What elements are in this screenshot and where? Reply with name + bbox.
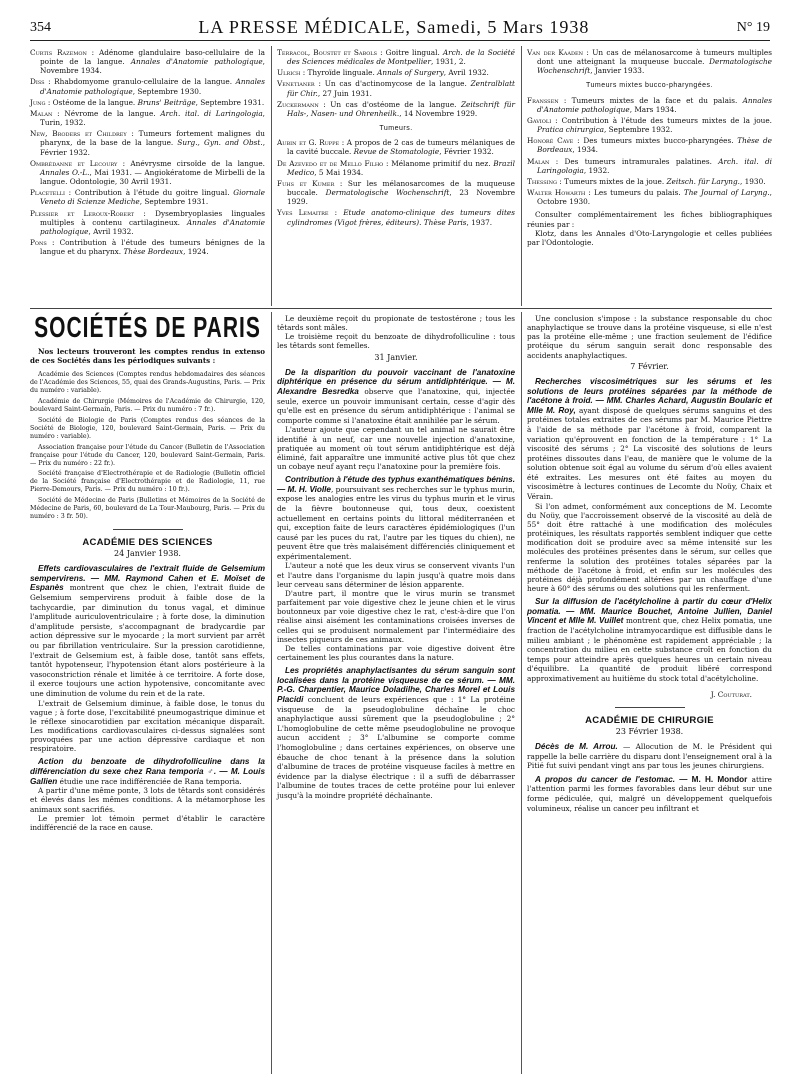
societe-entry: Société de Biologie de Paris (Comptes rendus des séances de la Société de Biologie, 120, boulevard Saint-Germain, Paris. — Prix du numéro : variable). xyxy=(30,417,265,440)
journal-title: LA PRESSE MÉDICALE, Samedi, 5 Mars 1938 xyxy=(198,17,590,37)
article-title: Contribution à l'étude des typhus exanthématiques bénins. — M. H. Violle, poursuivant ses recherches sur le typhus murin, expose les analogies entre les virus du typhus murin et le virus de la fièvre boutonneuse qui, tous deux, coexistent actuellement en certains points du littoral méditerranéen et qui, exception faite de leurs caractères épidémiologiques (l'un causé par les puces du rat, l'autre par les tiques du chien), ne peuvent être que très malaisément différenciés cliniquement et expérimentalement. xyxy=(277,475,515,561)
reference-author: Yves Lemaitre : xyxy=(277,208,338,218)
section-rule xyxy=(30,308,772,309)
article-text: L'auteur a noté que les deux virus se conservent vivants l'un et l'autre dans l'organisme du lapin jusqu'à quatre mois dans leur cerveau sans déterminer de lésion apparente. xyxy=(277,561,515,589)
klotz-note: Klotz, dans les Annales d'Oto-Laryngologie et celles publiées par l'Odontologie. xyxy=(527,228,772,247)
session-date: 24 Janvier 1938. xyxy=(114,549,181,559)
reference-entry: Ombrédanne et Lecoury : Anévrysme cirsoïde de la langue. Annales O.-L., Mai 1931. — Angiokératome de Mirbelli de la langue. Odontologie, 30 Avril 1931. xyxy=(30,158,266,187)
societes-intro: Nos lecteurs trouveront les comptes rendus in extenso de ces Sociétés dans les périodiques suivants : xyxy=(30,347,265,366)
reference-author: Malan : xyxy=(527,156,559,166)
column-rule xyxy=(271,312,272,1074)
reference-author: Gavioli : xyxy=(527,115,558,125)
academie-sciences-heading: ACADÉMIE DES SCIENCES xyxy=(82,536,213,548)
reference-entry: Ulrich : Thyroïde linguale. Annals of Surgery, Avril 1932. xyxy=(277,68,489,78)
page-header xyxy=(30,14,770,41)
section-heading-tumeurs: Tumeurs. xyxy=(379,125,413,133)
reference-author: Walter Howarth : xyxy=(527,188,591,198)
reference-entry: Venetianer : Un cas d'actinomycose de la langue. Zentralblatt für Chir., 27 Juin 1931. xyxy=(277,79,515,98)
societes-column xyxy=(30,312,265,832)
reference-author: Malan : xyxy=(30,108,60,118)
column-rule xyxy=(271,46,272,306)
reference-author: Ulrich : xyxy=(277,68,306,78)
article-title: Décès de M. Arrou. — Allocution de M. le Président qui rappelle la belle carrière du disparu dont l'enseignement oral à la Pitié fut suivi pendant vingt ans par tous les jeunes chirurgiens. xyxy=(527,742,772,771)
reference-author: Diss : xyxy=(30,77,51,87)
reference-author: Honoré Cave : xyxy=(527,136,580,146)
article-text: Le deuxième reçoit du propionate de testostérone ; tous les têtards sont mâles. xyxy=(277,314,515,333)
article-title: Action du benzoate de dihydrofolliculine dans la différenciation du sexe chez Rana temporia ♂. — M. Louis Gallien étudie une race indifférenciée de Rana temporia. xyxy=(30,757,265,786)
signature: J. Couturat. xyxy=(710,689,752,699)
bibliography-col3 xyxy=(527,48,772,247)
reference-author: Van der Kaaden : xyxy=(527,48,589,57)
reference-entry: Pons : Contribution à l'étude des tumeurs bénignes de la langue et du pharynx. Thèse Bordeaux, 1924. xyxy=(30,237,265,257)
consult-note: Consulter complémentairement les fiches bibliographiques réunies par : xyxy=(527,210,772,229)
reference-entry: Walter Howarth : Les tumeurs du palais. The Journal of Laryng., Octobre 1930. xyxy=(527,188,772,207)
reference-entry: Curtis Razemon : Adénome glandulaire baso-cellulaire de la pointe de la langue. Annales d'Anatomie pathologique, Novembre 1934. xyxy=(30,48,265,76)
article-title: Sur la diffusion de l'acétylcholine à partir du cœur d'Helix pomatia. — MM. Maurice Bouchet, Antoine Jullien, Daniel Vincent et Mlle M. Vuillet montrent que, chez Helix pomatia, une fraction de l'acétylcholine intramyocardique est diffusible dans le milieu ambiant ; le phénomène est rapidement appréciable ; la concentration du milieu en cette substance croît en fonction du temps pour atteindre après quelques heures un certain niveau d'équilibre. La quantité de produit libéré correspond approximativement au huitième du stock total d'acétylcholine. xyxy=(527,597,772,683)
page-number: 354 xyxy=(30,20,51,35)
article-text: Si l'on admet, conformément aux conceptions de M. Lecomte du Noüy, que l'accroissement observé de la viscosité au delà de 55° doit être rattaché à une modification des molécules protéiniques, les résultats rapportés semblent indiquer que cette modification doit se produire avec sa même intensité sur les molécules des protéines présentes dans le sérum, sur celles que renferme la solution des protéines totales séparées par la méthode de l'acétone à froid, et enfin sur les molécules des protéines déjà profondément altérées par un chauffage d'une heure à 60° des sérums ou des solutions qui les renferment. xyxy=(527,501,772,594)
academie-chirurgie-heading: ACADÉMIE DE CHIRURGIE xyxy=(585,714,714,726)
section-heading-mixtes: Tumeurs mixtes bucco-pharyngées. xyxy=(585,82,713,90)
article-title: De la disparition du pouvoir vaccinant de l'anatoxine diphtérique en présence du sérum antidiphtérique. — M. Alexandre Besredka observe que l'anatoxine, qui, injectée seule, exerce un pouvoir immunisant certain, cesse d'agir dès qu'elle est en présence du sérum antidiphtérique : l'animal se comporte comme si l'anatoxine était annihilée par le sérum. xyxy=(277,367,515,425)
reference-entry: Plessier et Leroux-Robert : Dysembryoplasies linguales multiples à contenu cartilagineux. Annales d'Anatomie pathologique, Avril 1932. xyxy=(30,208,265,236)
reference-author: Franssen : xyxy=(527,95,567,105)
reference-entry: Honoré Cave : Des tumeurs mixtes bucco-pharyngées. Thèse de Bordeaux, 1934. xyxy=(527,136,773,155)
reference-entry: Diss : Rhabdomyome granulo-cellulaire de la langue. Annales d'Anatomie pathologique, Septembre 1930. xyxy=(30,77,265,96)
reference-author: Plessier et Leroux-Robert : xyxy=(30,208,146,218)
reference-entry: Malan : Névrome de la langue. Arch. ital. di Laringologia, Turin, 1932. xyxy=(30,108,265,128)
reference-entry: Terracol, Boustet et Sabols : Goitre lingual. Arch. de la Société des Sciences médicales de Montpellier, 1931, 2. xyxy=(277,48,515,67)
reference-entry: Malan : Des tumeurs intramurales palatines. Arch. ital. di Laringologia, 1932. xyxy=(527,156,772,175)
reference-entry: Jung : Ostéome de la langue. Bruns' Beiträge, Septembre 1931. xyxy=(30,97,265,107)
societe-entry: Association française pour l'étude du Cancer (Bulletin de l'Association française pour l'étude du Cancer, 120, boulevard Saint-Germain, Paris. — Prix du numéro : 22 fr.). xyxy=(30,443,265,467)
reference-entry: Aubin et G. Ruppe : A propos de 2 cas de tumeurs mélaniques de la cavité buccale. Revue de Stomatologie, Février 1932. xyxy=(277,138,515,157)
article-title: A propos du cancer de l'estomac. — M. H. Mondor attire l'attention parmi les formes favorables dans leur début sur une forme pédiculée, qui, malgré un développement quelquefois volumineux, réalise un cancer peu infiltrant et xyxy=(527,774,772,813)
reference-entry: Thessing : Tumeurs mixtes de la joue. Zeitsch. für Laryng., 1930. xyxy=(527,176,766,186)
issue-number: N° 19 xyxy=(736,20,770,35)
article-text: L'extrait de Gelsemium diminue, à faible dose, le tonus du vague ; à forte dose, l'excitabilité pneumogastrique diminue et le réflexe sinocarotidien par excitation mécanique disparaît. Les modifications cardiovasculaires ci-dessus signalées sont provoquées par une action dépressive cardiaque et non respiratoire. xyxy=(30,698,265,754)
reference-author: Thessing : xyxy=(527,176,562,186)
reference-entry: Yves Lemaitre : Etude anatomo-clinique des tumeurs dites cylindromes (Vigot frères, éditeurs). Thèse Paris, 1937. xyxy=(277,208,515,227)
reference-author: Ombrédanne et Lecoury : xyxy=(30,158,126,168)
article-text: De telles contaminations par voie digestive doivent être certainement les plus courantes dans la nature. xyxy=(277,643,515,663)
article-text: L'auteur ajoute que cependant un tel animal ne saurait être identifié à un neuf, car une nouvelle injection d'anatoxine, pratiquée au moment où tout sérum antidiphtérique est déjà éliminé, fait apparaître une immunité active plus tôt que chez un cobaye neuf ayant reçu l'anatoxine pour la première fois. xyxy=(277,425,515,471)
reference-entry: Gavioli : Contribution à l'étude des tumeurs mixtes de la joue. Pratica chirurgica, Septembre 1932. xyxy=(527,115,772,135)
reference-entry: Franssen : Tumeurs mixtes de la face et du palais. Annales d'Anatomie pathologique, Mars 1934. xyxy=(527,95,772,114)
session-date: 31 Janvier. xyxy=(374,352,418,362)
reference-entry: New, Broders et Childrey : Tumeurs fortement malignes du pharynx, de la base de la langue. Surg., Gyn. and Obst., Février 1932. xyxy=(30,129,266,157)
article-text: Le troisième reçoit du benzoate de dihydrofolliculine : tous les têtards sont femelles. xyxy=(277,332,515,351)
reference-author: New, Broders et Childrey : xyxy=(30,129,134,139)
article-text: Une conclusion s'impose : la substance responsable du choc anaphylactique se trouve dans la protéine visqueuse, si elle n'est pas la protéine elle-même ; une fraction seulement de l'édifice protéique du sérum sanguin serait donc responsable des accidents anaphylactiques. xyxy=(527,314,772,360)
reference-author: De Azevedo et de Mello Filho : xyxy=(277,158,389,168)
divider xyxy=(113,529,183,530)
session-date: 7 Février. xyxy=(630,361,669,371)
reference-author: Venetianer : xyxy=(277,79,321,89)
bibliography-col1 xyxy=(30,48,265,258)
societe-entry: Société de Médecine de Paris (Bulletins et Mémoires de la Société de Médecine de Paris, 60, boulevard de La Tour-Maubourg, Paris. — Prix du numéro : 3 fr. 50). xyxy=(30,497,265,520)
societe-entry: Académie de Chirurgie (Mémoires de l'Académie de Chirurgie, 120, boulevard Saint-Germain, Paris. — Prix du numéro : 7 fr.). xyxy=(30,398,265,414)
article-text: A partir d'une même ponte, 3 lots de têtards sont considérés et élevés dans les mêmes conditions. A la métamorphose les animaux sont sacrifiés. xyxy=(30,786,265,814)
reference-author: Curtis Razemon : xyxy=(30,48,95,57)
reference-author: Fuhs et Kumer : xyxy=(277,178,343,188)
reference-author: Terracol, Boustet et Sabols : xyxy=(277,48,383,57)
reference-author: Jung : xyxy=(30,97,51,107)
session-date: 23 Février 1938. xyxy=(615,726,684,736)
column-rule xyxy=(521,312,522,1074)
reference-author: Pons : xyxy=(30,237,55,247)
reference-author: Placetelli : xyxy=(30,188,72,198)
reference-entry: Fuhs et Kumer : Sur les mélanosarcomes de la muqueuse buccale. Dermatologische Wochenschrift, 23 Novembre 1929. xyxy=(277,178,516,207)
reference-author: Aubin et G. Ruppe : xyxy=(277,138,345,148)
reference-author: Zuckermann : xyxy=(277,99,326,109)
academie-column-2 xyxy=(277,314,515,801)
article-title: Recherches viscosimétriques sur les sérums et les solutions de leurs protéines séparées par la méthode de l'acétone à froid. — MM. Charles Achard, Augustin Boularic et Mlle M. Roy, ayant disposé de quelques sérums sanguins et des protéines totales extraites de ces sérums par M. Maurice Piettre à l'aide de sa méthode par l'acétone à froid, comparent la variation qu'éprouvent en fonction de la température : 1° La viscosité des sérums ; 2° La viscosité des solutions de leurs protéines dissoutes dans l'eau, de manière que le volume de la solution obtenue soit égal au volume du sérum d'où elles avaient été extraites. Les mesures ont été faites au moyen du viscosimètre à lectures continues de Lecomte du Noüy, Chaix et Vérain. xyxy=(527,376,772,502)
societe-entry: Académie des Sciences (Comptes rendus hebdomadaires des séances de l'Académie des Sciences, 55, quai des Grands-Augustins, Paris. — Prix du numéro : variable). xyxy=(30,371,265,395)
academie-column-3 xyxy=(527,314,772,813)
bibliography-col2 xyxy=(277,48,515,229)
reference-entry: Zuckermann : Un cas d'ostéome de la langue. Zeitschrift für Hals-, Nasen- und Ohrenheilk., 14 Novembre 1929. xyxy=(277,99,515,118)
article-text: D'autre part, il montre que le virus murin se transmet parfaitement par voie digestive chez le jeune chien et le virus boutonneux par voie digestive chez le rat, c'est-à-dire que l'on réalise ainsi aisément les contaminations croisées inverses de celles qui se produisent normalement par l'intermédiaire des insectes piqueurs de ces animaux. xyxy=(277,588,515,644)
reference-entry: De Azevedo et de Mello Filho : Mélanome primitif du nez. Brazil Medico, 5 Mai 1934. xyxy=(277,158,515,177)
column-rule xyxy=(521,46,522,306)
societe-entry: Société française d'Electrothérapie et de Radiologie (Bulletin officiel de la Société française d'Electrothérapie et de Radiologie, 11, rue Pierre-Demours, Paris. — Prix du numéro : 10 fr.). xyxy=(30,470,265,494)
divider xyxy=(615,707,685,708)
reference-entry: Van der Kaaden : Un cas de mélanosarcome à tumeurs multiples dont une atteignant la muqueuse buccale. Dermatologische Wochenschrift, Janvier 1933. xyxy=(527,48,772,76)
reference-entry: Placetelli : Contribution à l'étude du goitre lingual. Giornale Veneto di Scienze Mediche, Septembre 1931. xyxy=(30,188,265,207)
article-title: Effets cardiovasculaires de l'extrait fluide de Gelsemium sempervirens. — MM. Raymond Cahen et E. Moïset de Espanès montrent que chez le chien, l'extrait fluide de Gelsemium sempervirens produit à faible dose de la tachycardie, par diminution du tonus vagal, et diminue l'amplitude auriculoventriculaire ; à forte dose, la diminution d'amplitude persiste, s'accompagnant de bradycardie par action dépressive sur le myocarde ; la mort survient par arrêt ou par fibrillation ventriculaire. Sur la pression carotidienne, l'extrait de Gelsemium est, à faible dose, tantôt sans effets, tantôt hypotenseur, l'hypotension étant alors postérieure à la vasoconstriction rénale et limitée à ce territoire. A forte dose, il exerce toujours une action hypotensive, concomitante avec une diminution de volume du rein et de la rate. xyxy=(30,564,265,698)
article-text: Le premier lot témoin permet d'établir le caractère indifférencié de la race en cause. xyxy=(30,813,265,832)
societes-title: SOCIÉTÉS DE PARIS xyxy=(34,312,261,344)
article-title: Les propriétés anaphylactisantes du sérum sanguin sont localisées dans la protéine visqueuse de ce sérum. — MM. P.-G. Charpentier, Maurice Doladilhe, Charles Morel et Louis Placidi concluent de leurs expériences que : 1° La protéine visqueuse de la pseudoglobuline déchaîne le choc anaphylactique aussi sûrement que la pseudoglobuline ; 2° L'homoglobuline de cette même pseudoglobuline ne provoque aucun accident ; 3° L'albumine se comporte comme l'homoglobuline ; dans certaines expériences, on observe une ébauche de choc tenant à la présence dans la solution d'albumine de traces de protéine visqueuse faciles à mettre en évidence par la dialyse électrique : il a suffi de débarrasser l'albumine de toutes traces de cette protéine pour lui enlever jusqu'à la moindre propriété déchaînante. xyxy=(277,666,515,800)
